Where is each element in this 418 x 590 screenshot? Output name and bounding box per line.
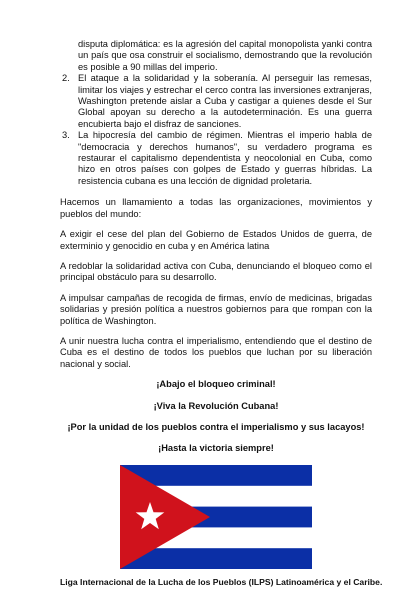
point-number: 3.: [62, 130, 70, 141]
call-paragraph: A exigir el cese del plan del Gobierno de Estados Unidos de guerra, de exterminio y genocidio en cuba y en América latina: [60, 229, 372, 251]
slogan: ¡Por la unidad de los pueblos contra el imperialismo y sus lacayos!: [67, 421, 365, 432]
signature: Liga Internacional de la Lucha de los Pueblos (ILPS) Latinoamérica y el Caribe.: [60, 576, 383, 587]
slogan: ¡Hasta la victoria siempre!: [158, 443, 274, 454]
point-item: [60, 130, 372, 187]
cuban-flag-image: [120, 465, 312, 569]
points-list: [60, 73, 372, 187]
point-text: El ataque a la solidaridad y la soberanía. Al perseguir las remesas, limitar los viajes y estrechar el cerco contra las inversiones extranjeras, Washington pretende aislar a Cuba y castigar a quienes desde el Sur Global apoyan su derecho a la autodeterminación. Es una guerra encubierta bajo el disfraz de sanciones.: [78, 73, 372, 129]
intro-continuation: disputa diplomática: es la agresión del capital monopolista yanki contra un país que osa construir el socialismo, demostrando que la revolución es posible a 90 millas del imperio.: [78, 39, 372, 72]
call-paragraph: A redoblar la solidaridad activa con Cuba, denunciando el bloqueo como el principal obstáculo para su desarrollo.: [60, 260, 372, 283]
document-page: [60, 39, 383, 588]
point-text: La hipocresía del cambio de régimen. Mientras el imperio habla de "democracia y derechos humanos", su verdadero programa es restaurar el capitalismo dependentista y neocolonial en Cuba, como hizo en otros países con golpes de Estado y guerras híbridas. La resistencia cubana es una lección de dignidad proletaria.: [78, 130, 372, 186]
call-intro: Hacemos un llamamiento a todas las organizaciones, movimientos y pueblos del mundo:: [60, 197, 372, 219]
call-paragraph: A impulsar campañas de recogida de firmas, envío de medicinas, brigadas solidarias y presión política a nuestros gobiernos para que rompan con la política de Washington.: [60, 292, 372, 326]
cuban-flag: [60, 465, 372, 569]
slogan: ¡Viva la Revolución Cubana!: [153, 400, 279, 411]
call-paragraph: A unir nuestra lucha contra el imperialismo, entendiendo que el destino de Cuba es el destino de todos los pueblos que luchan por su liberación nacional y social.: [60, 335, 372, 369]
slogan: ¡Abajo el bloqueo criminal!: [156, 379, 276, 390]
point-item: [60, 73, 372, 130]
point-number: 2.: [62, 73, 70, 84]
